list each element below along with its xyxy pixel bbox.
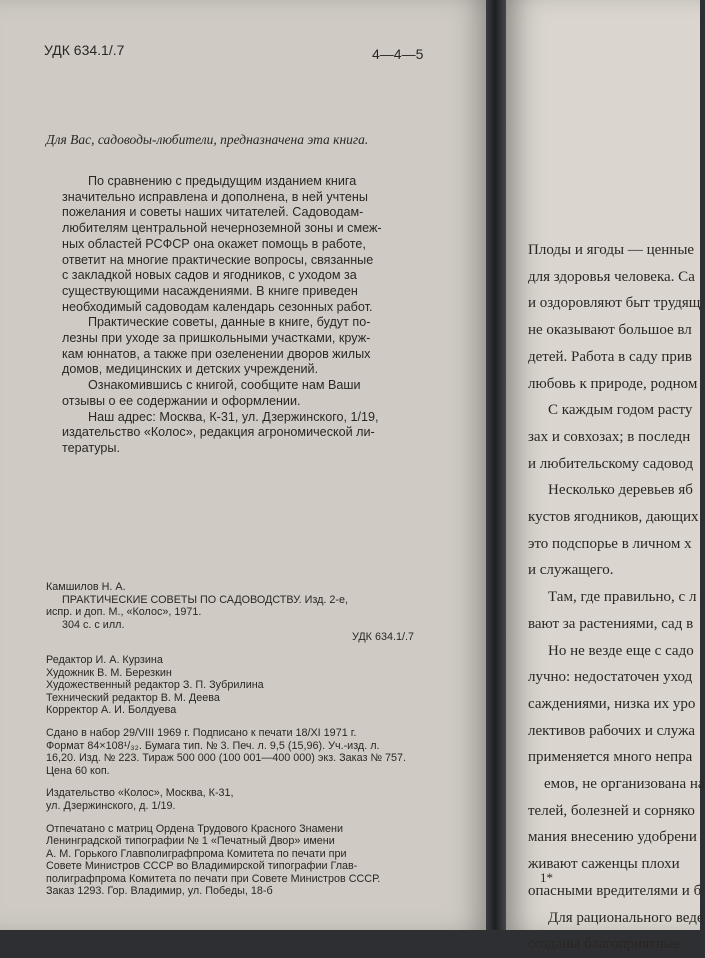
annotation-line: домов, медицинских и детских учреждений. (62, 362, 319, 377)
body-text-line: Там, где правильно, с л (548, 589, 697, 606)
body-text-line: саждениями, низка их уро (528, 695, 696, 712)
body-text-line: С каждым годом расту (548, 402, 693, 419)
dedication: Для Вас, садоводы-любители, предназначена эта книга. (46, 132, 369, 147)
book-spine-gutter (486, 0, 506, 930)
annotation-line: существующими насаждениями. В книге приведен (62, 283, 358, 298)
body-text-line: Плоды и ягоды — ценные (528, 242, 695, 258)
bibliographic-record (46, 581, 426, 898)
annotation-line: Практические советы, данные в книге, будут по- (88, 315, 371, 330)
printer-info (46, 823, 426, 899)
right-page-text (528, 237, 705, 958)
printer-line: Отпечатано с матриц Ордена Трудового Красного Знамени (46, 822, 344, 835)
annotation-line: лезны при уходе за пришкольными участками, круж- (62, 331, 371, 346)
publisher-line: Издательство «Колос», Москва, К-31, (46, 787, 234, 800)
body-text-line: любовь к природе, родном (528, 375, 698, 392)
credit-line: Художественный редактор З. П. Зубрилина (46, 679, 264, 692)
body-text-line: не оказывают большое вл (528, 322, 692, 339)
author: Камшилов Н. А. (46, 581, 126, 593)
annotation-line: издательство «Колос», редакция агрономической ли- (62, 425, 375, 440)
book-title-line: ПРАКТИЧЕСКИЕ СОВЕТЫ ПО САДОВОДСТВУ. Изд. 2-е, (62, 593, 349, 606)
page-number: 1* (540, 870, 553, 885)
printer-line: Совете Министров СССР во Владимирской типографии Глав- (46, 860, 358, 873)
right-page (506, 0, 705, 953)
annotation-line: необходимый садоводам календарь сезонных работ. (62, 299, 373, 314)
body-text-line: Несколько деревьев яб (548, 482, 693, 499)
body-text-line: для здоровья человека. Са (528, 268, 695, 285)
body-text-line: и любительскому садовод (528, 455, 694, 472)
body-text-line: и служащего. (528, 562, 614, 579)
printer-line: А. М. Горького Главполиграфпрома Комитета по печати при (46, 847, 347, 860)
body-text-line: применяется много непра (528, 749, 693, 766)
credit-line: Редактор И. А. Курзина (46, 653, 163, 666)
annotation-line: ных областей РСФСР она окажет помощь в работе, (62, 236, 366, 251)
annotation-line: ответит на многие практические вопросы, связанные (62, 252, 374, 267)
annotation-line: тературы. (62, 440, 120, 455)
catalog-code: 4—4—5 (372, 46, 424, 62)
body-text-line: зах и совхозах; в последн (528, 428, 691, 445)
annotation-line: кам юннатов, а также при озеленении дворов жилых (62, 346, 371, 361)
annotation-line: значительно исправлена и дополнена, в ней учтены (62, 189, 368, 204)
print-info-line: 16,20. Изд. № 223. Тираж 500 000 (100 001—400 000) экз. Заказ № 757. (46, 752, 407, 765)
publisher-line: ул. Дзержинского, д. 1/19. (46, 799, 176, 812)
body-text-line: созданы благоприятные (528, 936, 681, 953)
annotation-line: По сравнению с предыдущим изданием книга (88, 174, 357, 188)
body-text-line: и оздоровляют быт трудящ (528, 295, 701, 312)
printer-line: Ленинградской типографии № 1 «Печатный Двор» имени (46, 835, 335, 848)
bibliography-udk: УДК 634.1/.7 (352, 631, 414, 644)
annotation-line: пожелания и советы наших читателей. Садоводам- (62, 205, 364, 220)
printer-line: Заказ 1293. Гор. Владимир, ул. Победы, 18-б (46, 885, 273, 898)
body-text-line: живают саженцы плохи (528, 856, 680, 873)
credit-line: Технический редактор В. М. Деева (46, 691, 220, 704)
annotation-line: Ознакомившись с книгой, сообщите нам Ваши (88, 378, 361, 393)
body-text-line: вают за растениями, сад в (528, 615, 694, 632)
credit-line: Художник В. М. Березкин (46, 666, 172, 679)
body-text-line: опасными вредителями и б (528, 882, 702, 899)
annotation-line: Наш адрес: Москва, К-31, ул. Дзержинского, 1/19, (88, 409, 379, 424)
annotation-line: отзывы о ее содержании и оформлении. (62, 393, 301, 408)
body-text-line: лективов рабочих и служа (528, 722, 696, 739)
credit-line: Корректор А. И. Болдуева (46, 704, 177, 717)
body-text-line: кустов ягодников, дающих (528, 509, 699, 526)
body-text-line: мания внесению удобрени (528, 829, 697, 846)
publisher-info (46, 787, 426, 812)
credits (46, 654, 426, 717)
print-info (46, 727, 426, 777)
body-text-line: Но не везде еще с садо (548, 642, 694, 659)
body-text-line: детей. Работа в саду прив (528, 348, 692, 365)
print-info-line: Формат 84×108¹/₃₂. Бумага тип. № 3. Печ. л. 9,5 (15,96). Уч.-изд. л. (46, 739, 380, 752)
print-info-line: Сдано в набор 29/VIII 1969 г. Подписано к печати 18/XI 1971 г. (46, 726, 357, 739)
printer-line: полиграфпрома Комитета по печати при Совете Министров СССР. (46, 872, 381, 885)
body-text-line: лучно: недостаточен уход (528, 669, 693, 686)
body-text-line: емов, не организована на (544, 776, 705, 793)
body-text-line: это подспорье в личном х (528, 535, 692, 552)
book-pages: 304 с. с илл. (62, 618, 125, 631)
body-text-line: телей, болезней и сорняко (528, 802, 695, 819)
body-text-line: Для рационального веде (548, 909, 704, 926)
book-title-line: испр. и доп. М., «Колос», 1971. (46, 606, 202, 619)
annotation-line: с закладкой новых садов и ягодников, с уходом за (62, 268, 357, 283)
print-info-line: Цена 60 коп. (46, 764, 110, 777)
annotation-text (62, 174, 422, 457)
udk-code: УДК 634.1/.7 (44, 42, 125, 58)
annotation-line: любителям центральной нечерноземной зоны и смеж- (62, 221, 382, 236)
